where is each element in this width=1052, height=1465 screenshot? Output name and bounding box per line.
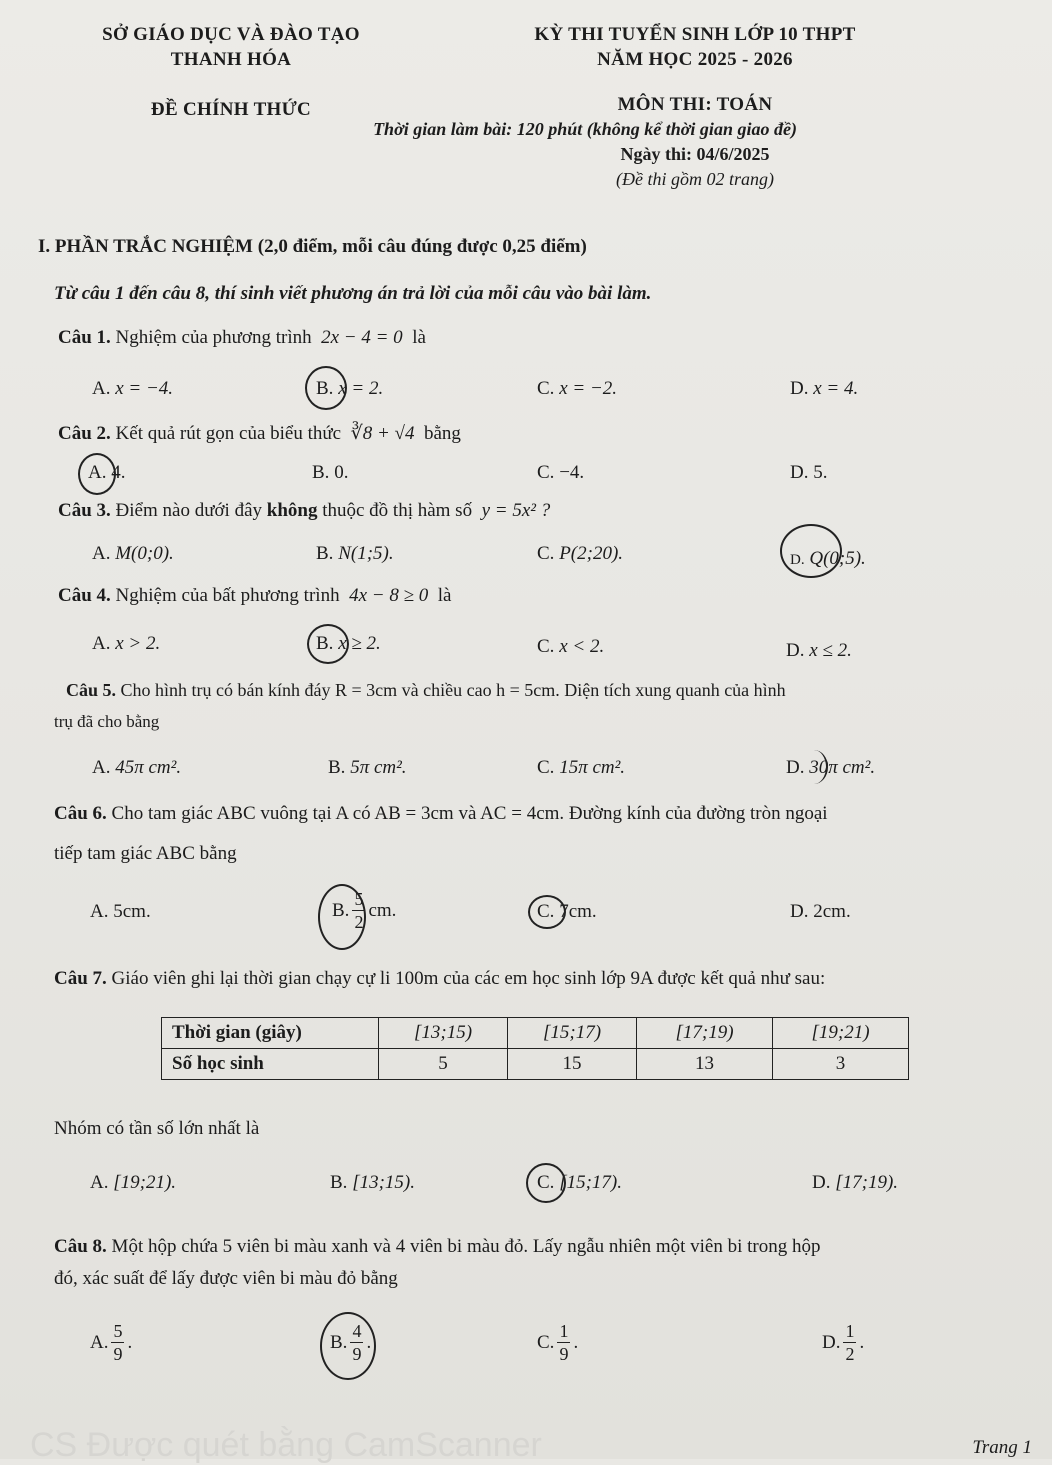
table-cell: [19;21) bbox=[773, 1018, 909, 1049]
q3-option-d: D. Q(0;5). bbox=[790, 548, 866, 569]
question-7: Câu 7. Giáo viên ghi lại thời gian chạy cự li 100m của các em học sinh lớp 9A được kết quả như sau: bbox=[54, 968, 826, 989]
table-row-header: Số học sinh bbox=[162, 1049, 379, 1080]
q6-option-a: A. 5cm. bbox=[90, 901, 151, 922]
q8-option-d: D. $\frac{1}{2}$ . bbox=[822, 1321, 865, 1364]
question-6: Câu 6. Cho tam giác ABC vuông tại A có AB = 3cm và AC = 4cm. Đường kính của đường tròn ngoại bbox=[54, 803, 828, 824]
table-cell: 13 bbox=[637, 1049, 773, 1080]
table-cell: 5 bbox=[379, 1049, 508, 1080]
duration: Thời gian làm bài: 120 phút (không kể thời gian giao đề) bbox=[373, 119, 797, 139]
fraction: $\frac{1}{2}$ bbox=[845, 1321, 855, 1364]
q8-option-a: A. $\frac{5}{9}$ . bbox=[90, 1321, 133, 1364]
answer-circle-mark bbox=[305, 366, 347, 410]
dept-name: SỞ GIÁO DỤC VÀ ĐÀO TẠO bbox=[102, 24, 360, 45]
q8-option-b: B. $\frac{4}{9}$ . bbox=[330, 1321, 372, 1364]
frequency-table bbox=[161, 1017, 909, 1080]
q4-option-c: C. x < 2. bbox=[537, 636, 605, 657]
q6-option-b: B. $\frac{5}{2}$ cm. bbox=[332, 889, 397, 932]
q4-option-b: B. x ≥ 2. bbox=[316, 633, 381, 654]
answer-circle-mark bbox=[526, 1163, 566, 1203]
page-count: (Đề thi gồm 02 trang) bbox=[616, 169, 774, 189]
q3-option-c: C. P(2;20). bbox=[537, 543, 624, 564]
table-cell: 3 bbox=[773, 1049, 909, 1080]
q6-option-c: C. 7cm. bbox=[537, 901, 597, 922]
question-8: Câu 8. Một hộp chứa 5 viên bi màu xanh và 4 viên bi màu đỏ. Lấy ngẫu nhiên một viên bi trong hộp bbox=[54, 1236, 821, 1257]
q5-option-d: D. 30π cm². bbox=[786, 757, 876, 778]
q7-option-a: A. [19;21). bbox=[90, 1172, 177, 1193]
section-instruction: Từ câu 1 đến câu 8, thí sinh viết phương án trả lời của mỗi câu vào bài làm. bbox=[54, 283, 652, 304]
q2-option-a: A. 4. bbox=[88, 462, 126, 483]
exam-date: Ngày thi: 04/6/2025 bbox=[620, 144, 770, 164]
question-8-cont: đó, xác suất để lấy được viên bi màu đỏ bằng bbox=[54, 1268, 398, 1289]
q2-option-d: D. 5. bbox=[790, 462, 828, 483]
q1-option-b: B. x = 2. bbox=[316, 378, 384, 399]
province-name: THANH HÓA bbox=[170, 49, 292, 70]
q7-option-b: B. [13;15). bbox=[330, 1172, 415, 1193]
answer-circle-mark bbox=[320, 1312, 376, 1380]
fraction: $\frac{5}{2}$ bbox=[354, 889, 364, 932]
table-row bbox=[162, 1018, 909, 1049]
table-cell: 15 bbox=[508, 1049, 637, 1080]
table-cell: [17;19) bbox=[637, 1018, 773, 1049]
question-7-prompt: Nhóm có tần số lớn nhất là bbox=[54, 1118, 260, 1139]
q1-option-a: A. x = −4. bbox=[92, 378, 174, 399]
subject: MÔN THI: TOÁN bbox=[617, 94, 773, 115]
exam-name: KỲ THI TUYỂN SINH LỚP 10 THPT bbox=[534, 24, 856, 45]
scanner-watermark: CS Được quét bằng CamScanner bbox=[30, 1426, 542, 1464]
table-cell: [15;17) bbox=[508, 1018, 637, 1049]
question-5: Câu 5. Cho hình trụ có bán kính đáy R = 3cm và chiều cao h = 5cm. Diện tích xung quanh của hình bbox=[66, 680, 786, 700]
q7-option-c: C. [15;17). bbox=[537, 1172, 622, 1193]
answer-circle-mark bbox=[780, 524, 842, 578]
table-row bbox=[162, 1049, 909, 1080]
q6-option-d: D. 2cm. bbox=[790, 901, 851, 922]
fraction: $\frac{1}{9}$ bbox=[559, 1321, 569, 1364]
q3-option-b: B. N(1;5). bbox=[316, 543, 394, 564]
page-number: Trang 1 bbox=[972, 1437, 1032, 1458]
fraction: $\frac{5}{9}$ bbox=[113, 1321, 123, 1364]
q5-option-b: B. 5π cm². bbox=[328, 757, 407, 778]
school-year: NĂM HỌC 2025 - 2026 bbox=[597, 49, 793, 70]
q8-option-c: C. $\frac{1}{9}$ . bbox=[537, 1321, 579, 1364]
answer-circle-mark bbox=[78, 453, 116, 495]
answer-circle-mark bbox=[528, 895, 566, 929]
question-6-cont: tiếp tam giác ABC bằng bbox=[54, 843, 237, 864]
fraction: $\frac{4}{9}$ bbox=[352, 1321, 362, 1364]
question-4: Câu 4. Nghiệm của bất phương trình 4x − 8 ≥ 0 là bbox=[58, 585, 452, 606]
table-cell: [13;15) bbox=[379, 1018, 508, 1049]
q4-option-d: D. x ≤ 2. bbox=[786, 640, 852, 661]
q5-option-a: A. 45π cm². bbox=[92, 757, 182, 778]
question-1: Câu 1. Nghiệm của phương trình 2x − 4 = 0 là bbox=[58, 327, 426, 348]
answer-circle-mark bbox=[800, 750, 828, 784]
official-label: ĐỀ CHÍNH THỨC bbox=[150, 99, 312, 120]
question-3: Câu 3. Điểm nào dưới đây không thuộc đồ thị hàm số y = 5x² ? bbox=[58, 500, 551, 521]
q2-option-b: B. 0. bbox=[312, 462, 349, 483]
q1-option-d: D. x = 4. bbox=[790, 378, 859, 399]
question-5-cont: trụ đã cho bằng bbox=[54, 712, 160, 731]
q1-option-c: C. x = −2. bbox=[537, 378, 618, 399]
section-title: I. PHẦN TRẮC NGHIỆM (2,0 điểm, mỗi câu đúng được 0,25 điểm) bbox=[38, 236, 587, 257]
q5-option-c: C. 15π cm². bbox=[537, 757, 626, 778]
table-row-header: Thời gian (giây) bbox=[162, 1018, 379, 1049]
q4-option-a: A. x > 2. bbox=[92, 633, 161, 654]
question-2: Câu 2. Kết quả rút gọn của biểu thức ∛8 + √4 bằng bbox=[58, 423, 461, 444]
answer-circle-mark bbox=[318, 884, 366, 950]
answer-circle-mark bbox=[307, 624, 349, 664]
q7-option-d: D. [17;19). bbox=[812, 1172, 899, 1193]
q2-option-c: C. −4. bbox=[537, 462, 585, 483]
q3-option-a: A. M(0;0). bbox=[92, 543, 174, 564]
